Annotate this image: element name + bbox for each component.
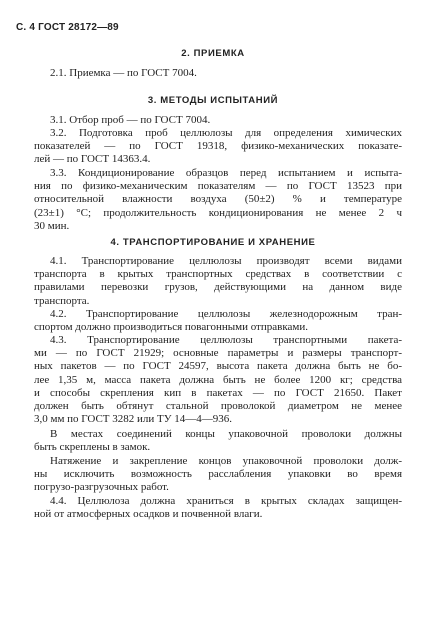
paragraph-3-2-line: показателей — по ГОСТ 19318, физико-механических показате- [34, 140, 402, 153]
paragraph-line: ны исключить возможность расслабления упаковки во время [34, 468, 402, 481]
paragraph-4-3-line: лее 1,35 м, масса пакета должна быть не более 1200 кг; средства [34, 373, 402, 386]
paragraph-4-2 [34, 308, 402, 334]
paragraph-4-1-line: транспорта. [34, 294, 90, 307]
paragraph-2-1-text: 2.1. Приемка — по ГОСТ 7004. [50, 67, 197, 79]
section-2-title: 2. ПРИЕМКА [181, 48, 245, 59]
paragraph-3-1-text: 3.1. Отбор проб — по ГОСТ 7004. [50, 114, 211, 126]
paragraph-3-1 [34, 114, 402, 127]
paragraph-4-3-line: и способы скрепления кип в пакетах — по ГОСТ 21650. Пакет [34, 386, 402, 399]
paragraph-4-3-line: ми — по ГОСТ 21929; основные параметры и размеры транспорт- [34, 347, 402, 360]
paragraph-4-4 [34, 495, 402, 521]
paragraph-line: В местах соединений концы упаковочной проволоки должны [50, 428, 402, 440]
paragraph-4-4-line: ной от атмосферных осадков и почвенной влаги. [34, 508, 263, 521]
paragraph-4-1-line: правилами перевозки грузов, действующими на данном виде [34, 281, 402, 294]
paragraph-line: быть скреплены в замок. [34, 441, 151, 454]
paragraph-4-3-line: 4.3. Транспортирование целлюлозы транспортными пакета- [50, 334, 402, 346]
paragraph-4-2-line: спортом должно производиться повагонными отправками. [34, 321, 308, 334]
paragraph-3-2 [34, 127, 402, 167]
paragraph-3-2-line: 3.2. Подготовка проб целлюлозы для определения химических [50, 127, 402, 139]
paragraph-4-3-wire-joints [34, 428, 402, 454]
paragraph-4-3 [34, 334, 402, 426]
paragraph-3-3-line: относительной влажности воздуха (50±2) % и температуре [34, 193, 402, 206]
paragraph-4-4-line: 4.4. Целлюлоза должна храниться в крытых складах защищен- [50, 495, 402, 507]
paragraph-line: погрузо-разгрузочных работ. [34, 481, 169, 494]
paragraph-line: Натяжение и закрепление концов упаковочной проволоки долж- [50, 455, 402, 467]
paragraph-3-3-line: 3.3. Кондиционирование образцов перед испытанием и испыта- [50, 167, 402, 179]
paragraph-3-3-line: 30 мин. [34, 219, 70, 232]
page-header: С. 4 ГОСТ 28172—89 [16, 22, 119, 33]
paragraph-4-2-line: 4.2. Транспортирование целлюлозы железнодорожным тран- [50, 308, 402, 320]
paragraph-4-3-wire-tension [34, 455, 402, 495]
section-4-title: 4. ТРАНСПОРТИРОВАНИЕ И ХРАНЕНИЕ [110, 237, 316, 248]
paragraph-3-2-line: лей — по ГОСТ 14363.4. [34, 153, 151, 166]
paragraph-2-1 [34, 67, 402, 80]
paragraph-3-3-line: ния по физико-механическим показателям — по ГОСТ 13523 при [34, 180, 402, 193]
paragraph-4-1-line: 4.1. Транспортирование целлюлозы производят всеми видами [50, 255, 402, 267]
section-3-title: 3. МЕТОДЫ ИСПЫТАНИЙ [147, 95, 279, 106]
paragraph-4-1 [34, 255, 402, 308]
paragraph-4-3-line: должен быть обтянут стальной проволокой диаметром не менее [34, 400, 402, 413]
paragraph-4-3-line: ных пакетов — по ГОСТ 24597, высота пакета должна быть не бо- [34, 360, 402, 373]
paragraph-4-1-line: транспорта в крытых транспортных средствах в соответствии с [34, 268, 402, 281]
paragraph-3-3-line: (23±1) °С; продолжительность кондиционирования не менее 2 ч [34, 206, 402, 219]
paragraph-3-3 [34, 167, 402, 233]
paragraph-4-3-line: 3,0 мм по ГОСТ 3282 или ТУ 14—4—936. [34, 413, 233, 426]
